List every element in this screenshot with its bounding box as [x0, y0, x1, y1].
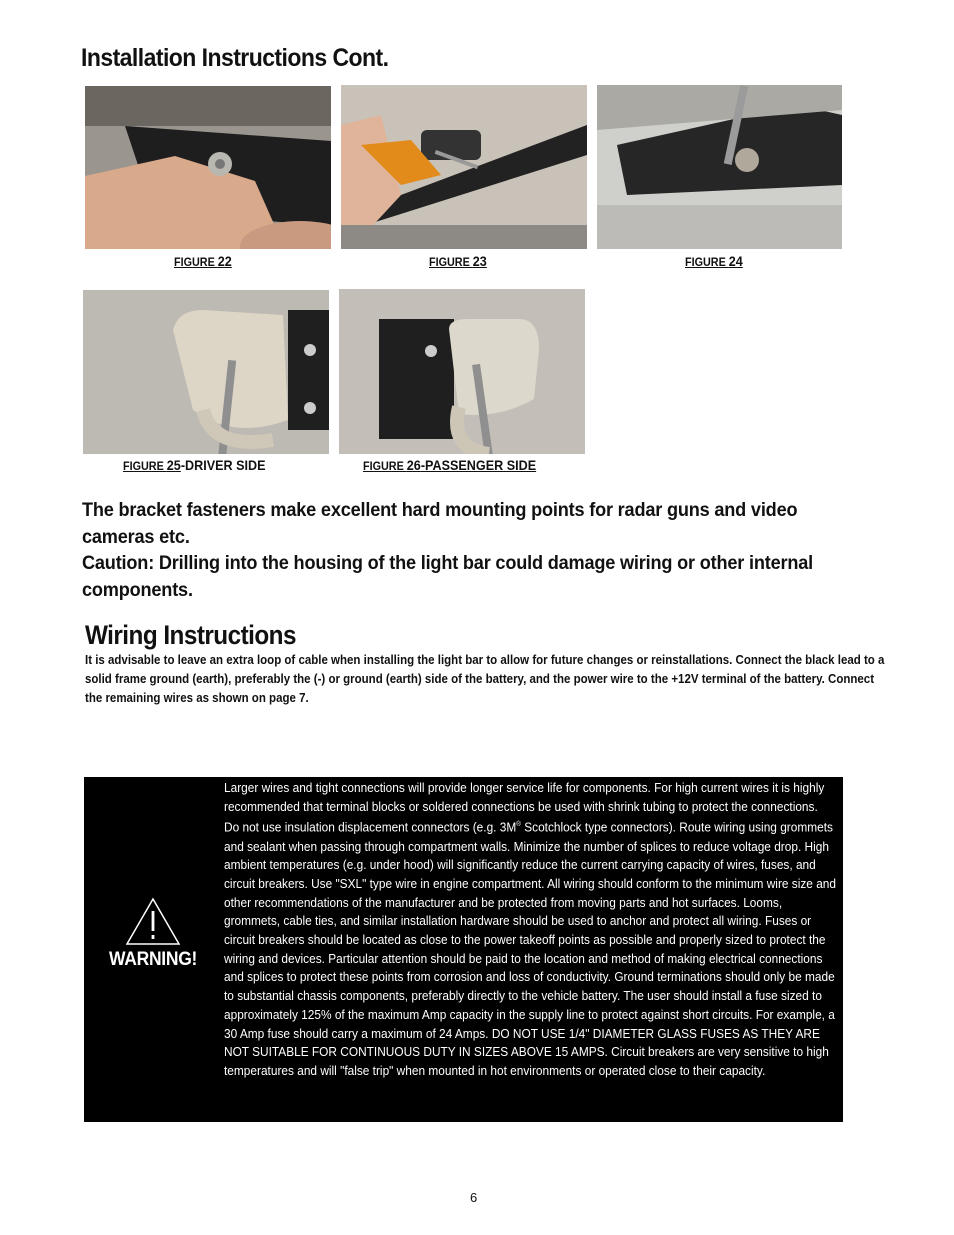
warning-text: Larger wires and tight connections will provide longer service life for components. For high current wires it is highly recommended that terminal blocks or soldered connections be used with shrink tubing to protect the connections. Do not use insulation displacement connectors (e.g. 3M® Scotchlock type connectors). Route wiring using grommets and sealant when passing through compartment walls. Minimize the number of splices to reduce voltage drop. High ambient temperatures (e.g. under hood) will significantly reduce the current carrying capacity of wires, fuses, and circuit breakers. Use "SXL" type wire in engine compartment. All wiring should conform to the minimum wire size and other recommendations of the manufacturer and be protected from moving parts and hot surfaces. Looms, grommets, cable ties, and similar installation hardware should be used to anchor and protect all wiring. Fuses or circuit breakers should be located as close to the power takeoff points as possible and properly sized to protect the wiring and devices. Particular attention should be paid to the location and method of making electrical connections and splices to protect these points from corrosion and loss of conductivity. Ground terminations should only be made to substantial chassis components, preferably directly to the vehicle battery. The user should install a fuse sized to approximately 125% of the maximum Amp capacity in the supply line to protect against short circuits. For example, a 30 Amp fuse should carry a maximum of 24 Amps. DO NOT USE 1/4" DIAMETER GLASS FUSES AS THEY ARE NOT SUITABLE FOR CONTINUOUS DUTY IN SIZES ABOVE 15 AMPS. Circuit breakers are very sensitive to high temperatures and will "false trip" when mounted in hot environments or operated close to their capacity.	[224, 780, 837, 1078]
wiring-text: It is advisable to leave an extra loop of cable when installing the light bar to allow for future changes or reinstallations. Connect the black lead to a solid frame ground (earth), preferably the (-) or ground (earth) side of the battery, and the power wire to the +12V terminal of the battery. Connect the remaining wires as shown on page 7.	[85, 653, 885, 705]
warning-box	[84, 777, 843, 1122]
caution-note-text: Caution: Drilling into the housing of the light bar could damage wiring or other internal components.	[82, 552, 814, 601]
bracket-note-text: The bracket fasteners make excellent hard mounting points for radar guns and video cameras etc.	[82, 499, 798, 548]
bracket-note	[82, 497, 862, 603]
figure-24-photo	[597, 85, 842, 249]
figure-25-photo	[83, 290, 329, 454]
figure-23-caption: FIGURE 23	[429, 253, 487, 269]
figure-22-caption: FIGURE 22	[174, 253, 232, 269]
wiring-title: Wiring Instructions	[85, 620, 296, 650]
warning-label: WARNING!	[109, 949, 198, 970]
figure-23-photo	[341, 85, 587, 249]
warning-triangle-icon	[125, 897, 181, 947]
figure-26-photo	[339, 289, 585, 454]
figure-25-caption: FIGURE 25-DRIVER SIDE	[123, 457, 266, 473]
figure-26-caption: FIGURE 26-PASSENGER SIDE	[363, 457, 537, 473]
page-number: 6	[470, 1190, 478, 1205]
figure-24-caption: FIGURE 24	[685, 253, 743, 269]
wiring-instructions	[85, 651, 885, 708]
page-heading: Installation Instructions Cont.	[81, 44, 389, 72]
figure-22-photo	[85, 86, 331, 249]
